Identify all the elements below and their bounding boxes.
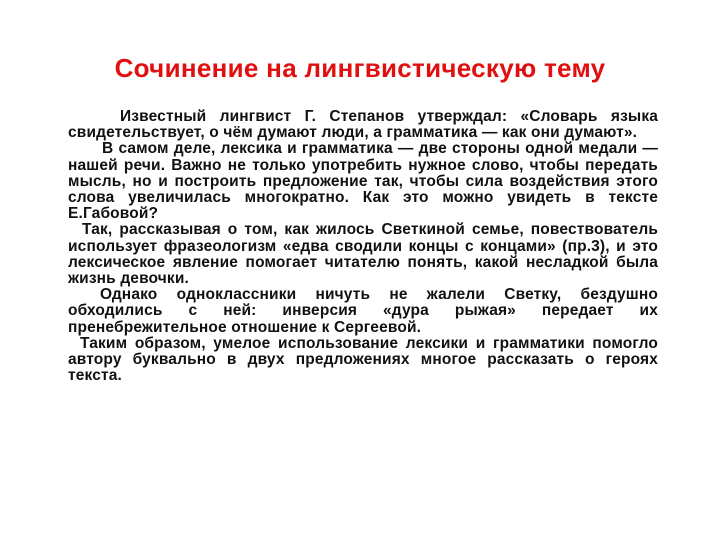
paragraph-1: Известный лингвист Г. Степанов утверждал: «Словарь языка свидетельствует, о чём думают люди, а грамматика — как они думают». — [68, 108, 658, 142]
paragraph-5: Таким образом, умелое использование лексики и грамматики помогло автору буквально в двух предложениях многое рассказать о героях текста. — [68, 334, 658, 385]
paragraph-4: Однако одноклассники ничуть не жалели Светку, бездушно обходились с ней: инверсия «дура рыжая» передает их пренебрежительное отношение к Сергеевой. — [68, 286, 658, 336]
paragraph-2: В самом деле, лексика и грамматика — две стороны одной медали — нашей речи. Важно не только употребить нужное слово, чтобы передать мысль, но и построить предложение так, чтобы сила воздействия этого слова увеличилась многократно. Как это можно увидеть в тексте Е.Габовой? — [68, 140, 658, 223]
essay-body — [68, 109, 658, 384]
paragraph-3: Так, рассказывая о том, как жилось Светкиной семье, повествователь использует фразеологизм «едва сводили концы с концами» (пр.3), и это лексическое явление помогает читателю понять, какой несладкой была жизнь девочки. — [68, 221, 658, 288]
slide-title: Сочинение на лингвистическую тему — [114, 53, 606, 83]
